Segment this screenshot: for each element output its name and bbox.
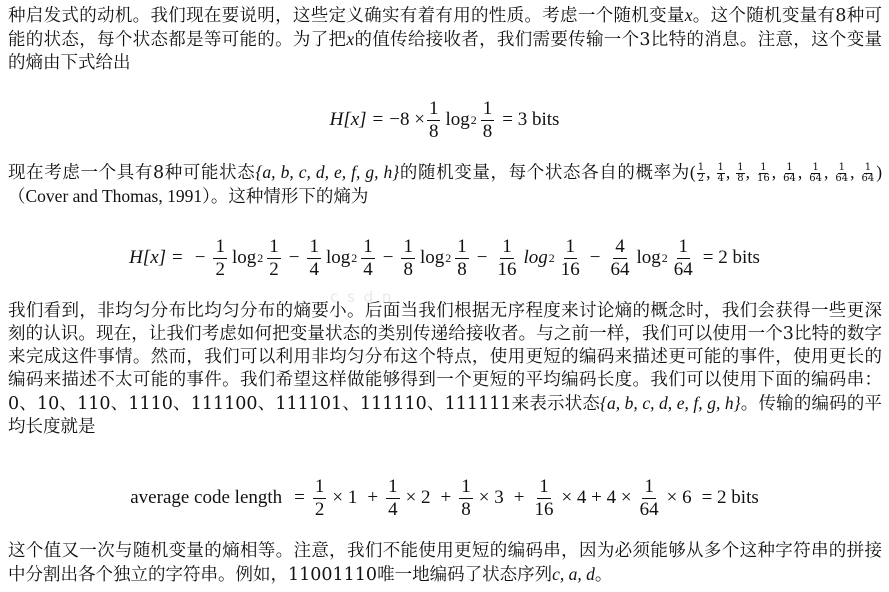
equation-terms bbox=[288, 477, 695, 520]
fraction bbox=[638, 477, 661, 520]
fraction-denominator: 2 bbox=[314, 498, 325, 520]
probability-fraction bbox=[834, 163, 849, 184]
fraction-numerator: 1 bbox=[314, 475, 325, 497]
minus-sign: − bbox=[288, 247, 300, 268]
equation-rhs: = 3 bits bbox=[502, 109, 560, 130]
fraction-numerator: 1 bbox=[565, 235, 575, 257]
fraction-denominator: 64 bbox=[639, 498, 659, 520]
fraction bbox=[672, 237, 695, 280]
paragraph-text: 。这个随机变量有8种可能的状态，每个状态都是等可能的。为了把 bbox=[8, 6, 883, 50]
fraction-denominator: 8 bbox=[457, 258, 467, 280]
fraction-denominator: 16 bbox=[534, 498, 554, 520]
multiplier: × 3 bbox=[478, 487, 504, 508]
fraction-denominator: 4 bbox=[309, 258, 319, 280]
paren-close: ) bbox=[876, 162, 883, 182]
log-base: 2 bbox=[548, 250, 555, 265]
fraction bbox=[386, 477, 400, 520]
equation-entropy-uniform bbox=[0, 96, 889, 144]
equation-lhs: H[x] bbox=[329, 109, 367, 130]
paragraph-text: 我们看到，非均匀分布比均匀分布的熵要小。后面当我们根据无序程度来讨论熵的概念时，我们会获得一些更深刻的认识。现在，让我们考虑如何把变量状态的类别传递给接收者。与之前一样，我们可以使用一个3比特的数字来完成这件事情。然而，我们可以利用非均匀分布这个特点，使用更短的编码来描述更可能的事件，使用更长的编码来描述不太可能的事件。我们希望这样做能够得到一个更短的平均编码长度。我们可以使用下面的编码串：0、10、110、1110、111100、111101、111110、111111来表示状态 bbox=[8, 301, 882, 414]
fraction-numerator: 1 bbox=[363, 235, 373, 257]
log-function: log bbox=[523, 247, 548, 268]
fraction-denominator: 4 bbox=[388, 498, 398, 520]
fraction-numerator: 1 bbox=[388, 475, 398, 497]
coefficient: −8 × bbox=[389, 109, 425, 130]
multiplier: × 6 bbox=[666, 487, 692, 508]
fraction-numerator: 1 bbox=[760, 162, 767, 173]
fraction-denominator: 64 bbox=[783, 173, 796, 184]
minus-sign: − bbox=[476, 247, 488, 268]
fraction bbox=[427, 99, 441, 142]
state-set: {a, b, c, d, e, f, g, h} bbox=[600, 393, 741, 413]
fraction-denominator: 2 bbox=[697, 173, 705, 184]
comma: , bbox=[725, 162, 736, 182]
log-function: log bbox=[445, 109, 470, 130]
fraction-numerator: 1 bbox=[215, 235, 225, 257]
fraction-numerator: 1 bbox=[717, 162, 724, 173]
log-base: 2 bbox=[445, 250, 452, 265]
fraction-denominator: 16 bbox=[560, 258, 580, 280]
log-function: log bbox=[636, 247, 661, 268]
multiplier: × 1 bbox=[332, 487, 358, 508]
fraction-denominator: 8 bbox=[461, 498, 471, 520]
fraction-denominator: 8 bbox=[482, 120, 493, 142]
paragraph-text: 现在考虑一个具有8种可能状态 bbox=[8, 163, 256, 183]
fraction bbox=[455, 237, 469, 280]
fraction-denominator: 64 bbox=[673, 258, 693, 280]
math-variable: x bbox=[346, 29, 355, 49]
math-variable: x bbox=[684, 5, 693, 25]
paren-open: ( bbox=[689, 162, 696, 182]
fraction-denominator: 64 bbox=[610, 258, 630, 280]
paragraph-text: 的值传给接收者，我们需要传输一个3比特的消息。注意，这个变量的熵由下式给出 bbox=[8, 30, 883, 73]
fraction-denominator: 8 bbox=[403, 258, 413, 280]
multiplier: × 4 + 4 × bbox=[561, 487, 632, 508]
probability-fraction bbox=[808, 163, 823, 184]
fraction-denominator: 16 bbox=[497, 258, 517, 280]
fraction-denominator: 2 bbox=[215, 258, 225, 280]
paragraph-nonuniform bbox=[8, 161, 882, 209]
equation-lhs: H[x] bbox=[129, 247, 167, 268]
probability-list bbox=[696, 163, 877, 183]
fraction-numerator: 1 bbox=[697, 162, 705, 173]
equation-average-code-length bbox=[0, 474, 889, 522]
operator-sign: + bbox=[440, 487, 452, 508]
fraction-numerator: 1 bbox=[678, 235, 688, 257]
fraction-denominator: 4 bbox=[717, 173, 724, 184]
comma: , bbox=[745, 162, 756, 182]
equals-sign: = bbox=[172, 247, 183, 268]
equation-terms bbox=[189, 237, 697, 280]
fraction-numerator: 1 bbox=[457, 235, 467, 257]
fraction-numerator: 1 bbox=[269, 235, 279, 257]
comma: , bbox=[771, 162, 782, 182]
fraction-numerator: 4 bbox=[615, 235, 625, 257]
paragraph-text: 。这种情形下的熵为 bbox=[210, 187, 369, 207]
fraction-denominator: 64 bbox=[809, 173, 823, 184]
log-function: log bbox=[419, 247, 445, 268]
paragraph-text: 这个值又一次与随机变量的熵相等。注意，我们不能使用更短的编码串，因为必须能够从多个这种字符串的拼接中分割出各个独立的字符串。例如，11001110唯一地编码了状态序列 bbox=[8, 541, 882, 585]
fraction-denominator: 16 bbox=[757, 173, 770, 184]
fraction-denominator: 64 bbox=[861, 173, 875, 184]
state-sequence: c, a, d bbox=[552, 564, 595, 584]
fraction-numerator: 1 bbox=[482, 97, 493, 119]
equals-sign: = bbox=[372, 109, 384, 130]
paragraph-text: 。 bbox=[594, 565, 613, 585]
operator-sign: + bbox=[367, 487, 379, 508]
fraction-numerator: 1 bbox=[786, 162, 793, 173]
fraction bbox=[213, 237, 227, 280]
fraction-denominator: 2 bbox=[269, 258, 279, 280]
multiplier: × 2 bbox=[405, 487, 431, 508]
operator-sign: + bbox=[513, 487, 525, 508]
fraction bbox=[361, 237, 375, 280]
fraction-numerator: 1 bbox=[309, 235, 319, 257]
comma: , bbox=[797, 162, 808, 182]
probability-fraction bbox=[697, 163, 705, 184]
watermark: c s d n bbox=[330, 288, 394, 306]
fraction-numerator: 1 bbox=[838, 162, 845, 173]
fraction bbox=[401, 237, 415, 280]
log-base: 2 bbox=[351, 250, 358, 265]
log-base: 2 bbox=[661, 250, 668, 265]
log-base: 2 bbox=[257, 250, 264, 265]
equation-rhs: = 2 bits bbox=[701, 487, 759, 508]
fraction bbox=[608, 237, 631, 280]
fraction-numerator: 1 bbox=[864, 162, 872, 173]
minus-sign: − bbox=[589, 247, 601, 268]
equation-rhs: = 2 bits bbox=[702, 247, 760, 268]
fraction-numerator: 1 bbox=[502, 235, 512, 257]
fraction-numerator: 1 bbox=[461, 475, 471, 497]
fraction-numerator: 1 bbox=[428, 97, 439, 119]
paragraph-conclusion bbox=[8, 540, 882, 587]
fraction bbox=[532, 477, 555, 520]
comma: , bbox=[824, 162, 834, 182]
fraction bbox=[307, 237, 321, 280]
comma: , bbox=[850, 162, 860, 182]
fraction-numerator: 1 bbox=[737, 162, 744, 173]
paragraph-text: 种启发式的动机。我们现在要说明，这些定义确实有着有用的性质。考虑一个随机变量 bbox=[8, 6, 685, 26]
comma: , bbox=[706, 162, 716, 182]
fraction bbox=[559, 237, 582, 280]
fraction-numerator: 1 bbox=[644, 475, 654, 497]
paragraph-text: 的随机变量，每个状态各自的概率为 bbox=[399, 163, 690, 183]
citation: （Cover and Thomas, 1991） bbox=[8, 186, 211, 206]
probability-fraction bbox=[861, 163, 876, 184]
fraction bbox=[459, 477, 473, 520]
probability-fraction bbox=[756, 163, 771, 184]
fraction-denominator: 4 bbox=[363, 258, 373, 280]
equation-label: average code length bbox=[130, 487, 283, 508]
operator-sign: = bbox=[294, 487, 305, 508]
fraction-denominator: 8 bbox=[428, 120, 439, 142]
log-function: log bbox=[325, 247, 351, 268]
fraction bbox=[313, 477, 327, 520]
log-base: 2 bbox=[470, 112, 477, 127]
equation-entropy-nonuniform bbox=[0, 234, 889, 282]
fraction bbox=[495, 237, 518, 280]
fraction-numerator: 1 bbox=[403, 235, 413, 257]
paragraph-coding bbox=[8, 300, 882, 439]
probability-fraction bbox=[717, 163, 725, 184]
fraction bbox=[267, 237, 281, 280]
fraction-denominator: 64 bbox=[835, 173, 849, 184]
minus-sign: − bbox=[382, 247, 394, 268]
fraction-denominator: 8 bbox=[737, 173, 744, 184]
probability-fraction bbox=[782, 163, 797, 184]
state-set: {a, b, c, d, e, f, g, h} bbox=[255, 162, 400, 182]
minus-sign: − bbox=[194, 247, 206, 268]
fraction-numerator: 1 bbox=[539, 475, 549, 497]
fraction-numerator: 1 bbox=[812, 162, 819, 173]
fraction bbox=[481, 99, 495, 142]
probability-fraction bbox=[736, 163, 744, 184]
paragraph-intro bbox=[8, 4, 882, 75]
paragraph-text: 。传输的编码的平均长度就是 bbox=[8, 394, 883, 437]
log-function: log bbox=[231, 247, 257, 268]
